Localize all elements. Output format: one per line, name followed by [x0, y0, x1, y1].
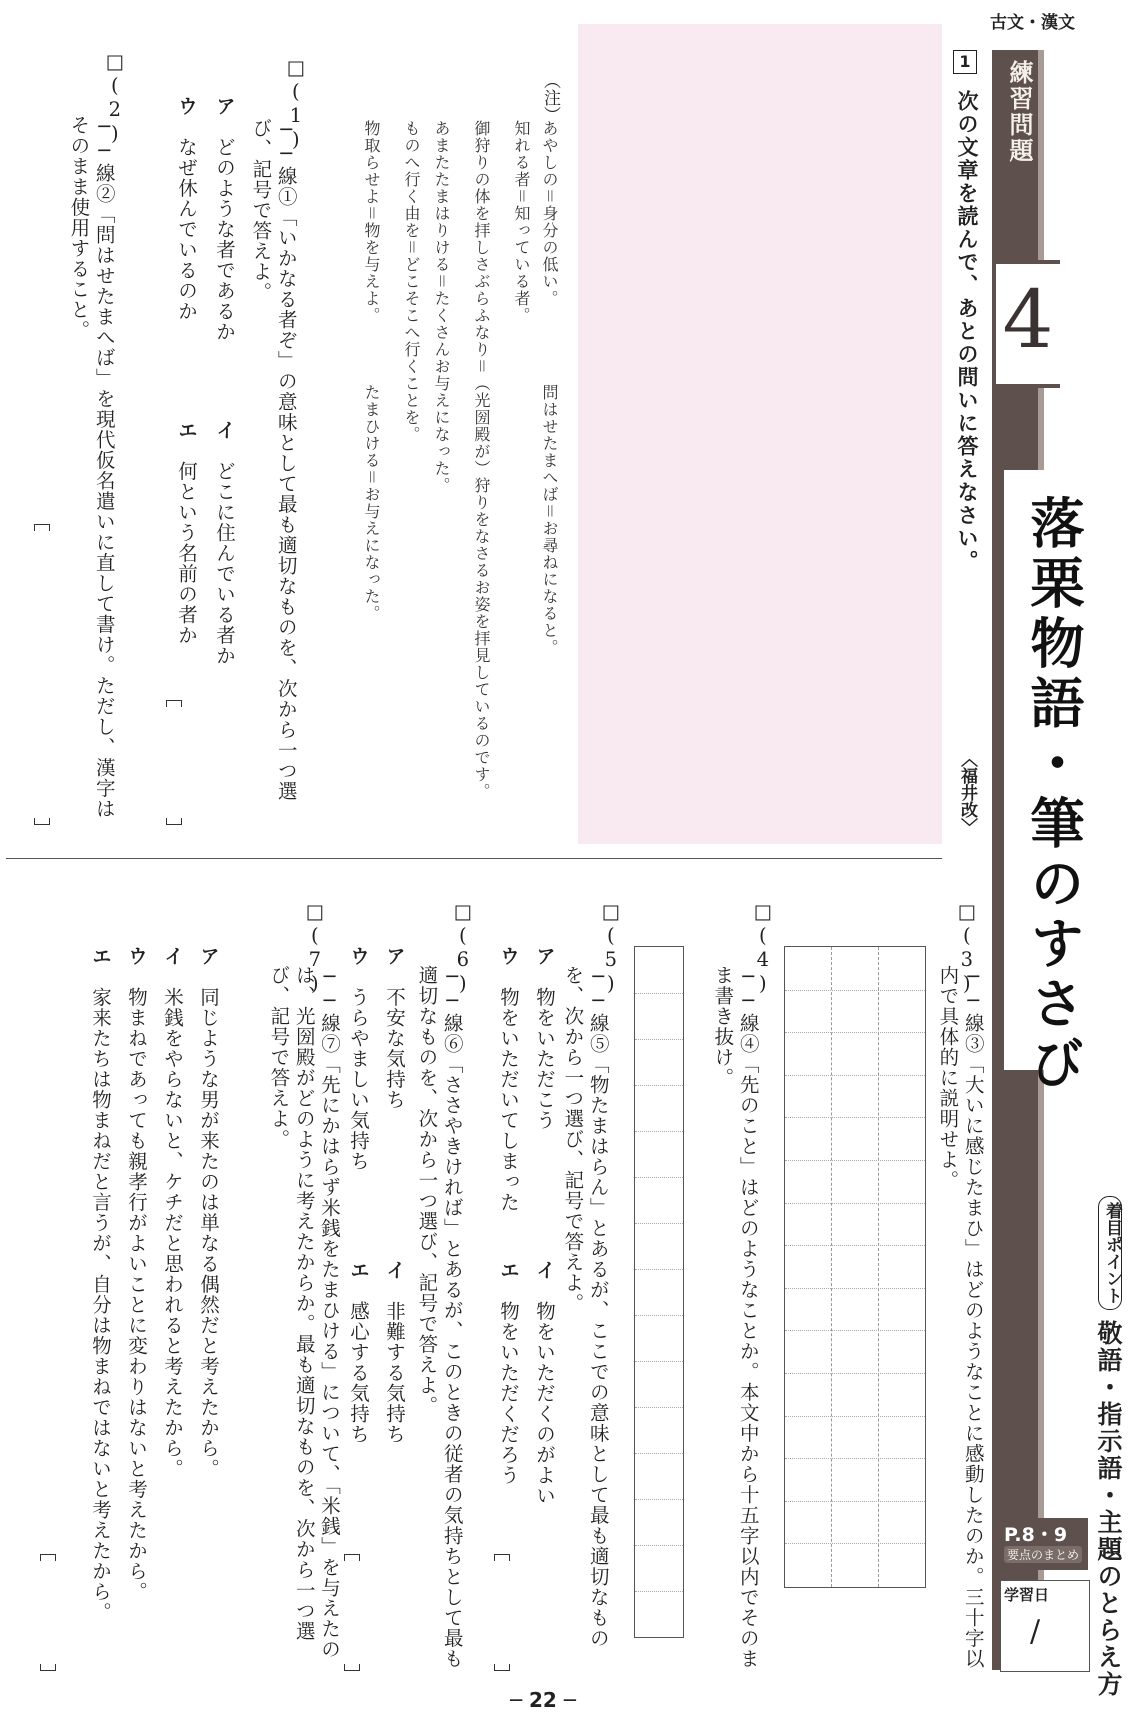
- question-7-number: □(7): [303, 900, 327, 996]
- q6-choice-e[interactable]: エ 感心する気持ち: [347, 1260, 370, 1445]
- q3-answer-grid[interactable]: [784, 946, 926, 1588]
- source-label: 〈福井改〉: [957, 750, 977, 835]
- section-divider: [6, 858, 942, 859]
- answer-bracket-bottom[interactable]: [166, 818, 182, 825]
- study-date-slash: /: [1030, 1614, 1041, 1649]
- question-number: 1: [953, 50, 977, 74]
- note-item: 御狩りの体を拝しさぶらふなり＝（光圀殿が）狩りをなさるお姿を拝見しているのです。: [472, 120, 491, 800]
- q5-choice-u[interactable]: ウ 物をいただいてしまった: [497, 946, 520, 1213]
- note-item: 物取らせよ＝物を与えよ。 たまひける＝お与えになった。: [362, 120, 381, 622]
- question-1-number: □(1): [284, 56, 308, 152]
- answer-bracket-bottom[interactable]: [34, 818, 50, 825]
- note-item: あまたたまはりける＝たくさんお与えになった。: [432, 120, 451, 494]
- grid-row-line: [785, 1543, 925, 1544]
- q5-choice-a[interactable]: ア 物をいただこう: [533, 946, 556, 1131]
- grid-row-line: [785, 1160, 925, 1161]
- grid-row-line: [635, 1039, 683, 1040]
- grid-row-line: [785, 1203, 925, 1204]
- q5-choice-e[interactable]: エ 物をいただくだろう: [497, 1260, 520, 1486]
- point-label: 着目ポイント: [1102, 1202, 1122, 1304]
- answer-bracket-top[interactable]: [40, 1554, 56, 1561]
- note-item: 知れる者＝知っている者。: [512, 120, 531, 324]
- q6-choice-i[interactable]: イ 非難する気持ち: [383, 1260, 406, 1445]
- grid-row-line: [785, 1458, 925, 1459]
- question-1-text: ──線①「いかなる者ぞ」の意味として最も適切なものを、次から一つ選び、記号で答えよ。: [249, 118, 298, 802]
- q7-choice-a[interactable]: ア 同じような男が来たのは単なる偶然だと考えたから。: [197, 946, 220, 1479]
- q1-choice-a[interactable]: ア どのような者であるか: [213, 96, 236, 342]
- q4-answer-grid[interactable]: [634, 946, 684, 1638]
- grid-row-line: [635, 1499, 683, 1500]
- answer-bracket-top[interactable]: [166, 700, 182, 707]
- grid-row-line: [785, 1032, 925, 1033]
- answer-bracket-bottom[interactable]: [344, 1664, 360, 1671]
- q6-choice-u[interactable]: ウ うらやましい気持ち: [347, 946, 370, 1172]
- note-item: ものへ行く由を＝どこそこへ行くことを。: [402, 120, 421, 443]
- grid-row-line: [635, 1269, 683, 1270]
- q1-choice-i[interactable]: イ どこに住んでいる者か: [213, 420, 236, 666]
- note-item: あやしの＝身分の低い。 問はせたまへば＝お尋ねになると。: [540, 120, 559, 656]
- answer-bracket-bottom[interactable]: [40, 1664, 56, 1671]
- grid-row-line: [635, 1085, 683, 1086]
- question-instruction: 次の文章を読んで、あとの問いに答えなさい。: [955, 90, 979, 573]
- q1-choice-e[interactable]: エ 何という名前の者か: [175, 420, 198, 646]
- reference-pages: P.8・9: [1004, 1524, 1068, 1546]
- point-text: 敬語・指示語・主題のとらえ方: [1094, 1320, 1123, 1698]
- passage-area: [578, 24, 942, 844]
- grid-row-line: [785, 1330, 925, 1331]
- header-category: 古文・漢文: [990, 13, 1075, 33]
- unit-number: 4: [1002, 273, 1054, 366]
- grid-row-line: [635, 1453, 683, 1454]
- question-2-number: □(2): [103, 50, 127, 146]
- q7-choice-e[interactable]: エ 家来たちは物まねだと言うが、自分は物まねではないと考えたから。: [89, 946, 112, 1623]
- grid-row-line: [785, 1288, 925, 1289]
- answer-bracket-top[interactable]: [34, 524, 50, 531]
- grid-row-line: [785, 990, 925, 991]
- answer-bracket-top[interactable]: [494, 1554, 510, 1561]
- unit-label: 練習問題: [1005, 60, 1033, 164]
- grid-row-line: [635, 1407, 683, 1408]
- notes-label: （注）: [540, 72, 560, 123]
- q7-choice-i[interactable]: イ 米銭をやらないと、ケチだと思われると考えたから。: [161, 946, 184, 1479]
- page-number: ─ 22 ─: [510, 1688, 576, 1712]
- reference-subtitle: 要点のまとめ: [1004, 1546, 1082, 1563]
- grid-row-line: [785, 1501, 925, 1502]
- grid-row-line: [635, 1131, 683, 1132]
- question-5-text: ──線⑤「物たまはらん」とあるが、ここでの意味として最も適切なものを、次から一つ選び、記号で答えよ。: [561, 965, 610, 1649]
- grid-row-line: [635, 1177, 683, 1178]
- q6-choice-a[interactable]: ア 不安な気持ち: [383, 946, 406, 1110]
- grid-row-line: [635, 1223, 683, 1224]
- grid-row-line: [635, 1361, 683, 1362]
- question-7-text: ──線⑦「先にかはらず米銭をたまひける」について、「米銭」を与えたのは、光圀殿がどのように考えたからか。最も適切なものを、次から一つ選び、記号で答えよ。: [267, 965, 342, 1660]
- grid-row-line: [635, 993, 683, 994]
- q1-choice-u[interactable]: ウ なぜ休んでいるのか: [175, 96, 198, 322]
- question-2-text: ──線②「問はせたまへば」を現代仮名遣いに直して書け。ただし、漢字はそのまま使用すること。: [67, 115, 116, 819]
- grid-row-line: [635, 1315, 683, 1316]
- study-date-label: 学習日: [1004, 1586, 1050, 1604]
- question-3-text: ──線③「大いに感じたまひ」はどのようなことに感動したのか。三十字以内で具体的に説明せよ。: [936, 965, 985, 1669]
- question-4-text: ──線④「先のこと」はどのようなことか。本文中から十五字以内でそのまま書き抜け。: [711, 965, 760, 1669]
- grid-row-line: [635, 1545, 683, 1546]
- question-5-number: □(5): [599, 900, 623, 996]
- question-6-number: □(6): [451, 900, 475, 996]
- question-4-number: □(4): [751, 900, 775, 996]
- grid-row-line: [785, 1373, 925, 1374]
- grid-row-line: [785, 1416, 925, 1417]
- q7-choice-u[interactable]: ウ 物まねであっても親孝行がよいことに変わりはないと考えたから。: [125, 946, 148, 1602]
- question-3-number: □(3): [955, 900, 979, 996]
- page-title: 落栗物語・筆のすさび: [1022, 495, 1085, 1095]
- answer-bracket-top[interactable]: [344, 1554, 360, 1561]
- grid-row-line: [785, 1245, 925, 1246]
- grid-row-line: [635, 1591, 683, 1592]
- question-6-text: ──線⑥「ささやきければ」とあるが、このときの従者の気持ちとして最も適切なものを、次から一つ選び、記号で答えよ。: [415, 965, 464, 1669]
- grid-row-line: [785, 1075, 925, 1076]
- answer-bracket-bottom[interactable]: [494, 1664, 510, 1671]
- q5-choice-i[interactable]: イ 物をいただくのがよい: [533, 1260, 556, 1506]
- grid-row-line: [785, 1117, 925, 1118]
